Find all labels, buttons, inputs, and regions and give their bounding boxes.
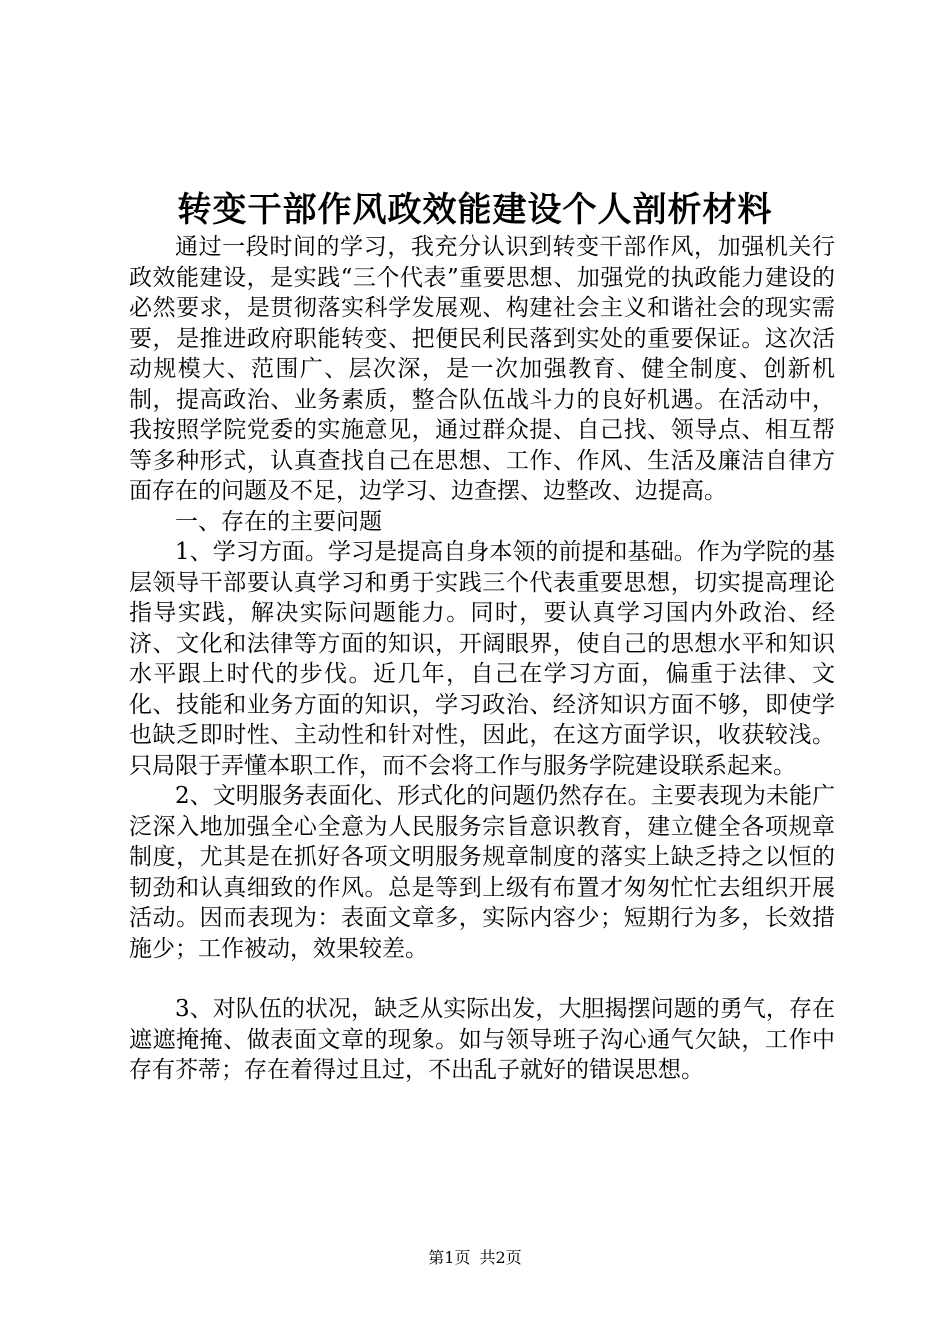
paragraph-intro: 通过一段时间的学习，我充分认识到转变干部作风，加强机关行政效能建设，是实践“三个代表”重要思想、加强党的执政能力建设的必然要求，是贯彻落实科学发展观、构建社会主义和谐社会的现实需要，是推进政府职能转变、把便民利民落到实处的重要保证。这次活动规模大、范围广、层次深，是一次加强教育、健全制度、创新机制，提高政治、业务素质，整合队伍战斗力的良好机遇。在活动中，我按照学院党委的实施意见，通过群众提、自己找、领导点、相互帮等多种形式，认真查找自己在思想、工作、作风、生活及廉洁自律方面存在的问题及不足，边学习、边查摆、边整改、边提高。 [129, 234, 835, 504]
page-number: 第1页 [428, 1248, 471, 1267]
page-footer [0, 1248, 950, 1268]
paragraph-team-status: 3、对队伍的状况，缺乏从实际出发，大胆揭摆问题的勇气，存在遮遮掩掩、做表面文章的现象。如与领导班子沟心通气欠缺，工作中存有芥蒂；存在着得过且过，不出乱子就好的错误思想。 [129, 996, 835, 1083]
document-body [129, 232, 835, 1086]
document-title: 转变干部作风政效能建设个人剖析材料 [177, 190, 773, 230]
paragraph-learning: 1、学习方面。学习是提高自身本领的前提和基础。作为学院的基层领导干部要认真学习和勇于实践三个代表重要思想，切实提高理论指导实践，解决实际问题能力。同时，要认真学习国内外政治、经济、文化和法律等方面的知识，开阔眼界，使自己的思想水平和知识水平跟上时代的步伐。近几年，自己在学习方面，偏重于法律、文化、技能和业务方面的知识，学习政治、经济知识方面不够，即使学也缺乏即时性、主动性和针对性，因此，在这方面学识，收获较浅。只局限于弄懂本职工作，而不会将工作与服务学院建设联系起来。 [129, 539, 835, 779]
section-heading-problems: 一、存在的主要问题 [175, 508, 382, 535]
paragraph-civilized-service: 2、文明服务表面化、形式化的问题仍然存在。主要表现为未能广泛深入地加强全心全意为人民服务宗旨意识教育，建立健全各项规章制度，尤其是在抓好各项文明服务规章制度的落实上缺乏持之以恒的韧劲和认真细致的作风。总是等到上级有布置才匆匆忙忙去组织开展活动。因而表现为：表面文章多，实际内容少；短期行为多，长效措施少；工作被动，效果较差。 [129, 783, 835, 962]
page-total: 共2页 [479, 1248, 522, 1267]
